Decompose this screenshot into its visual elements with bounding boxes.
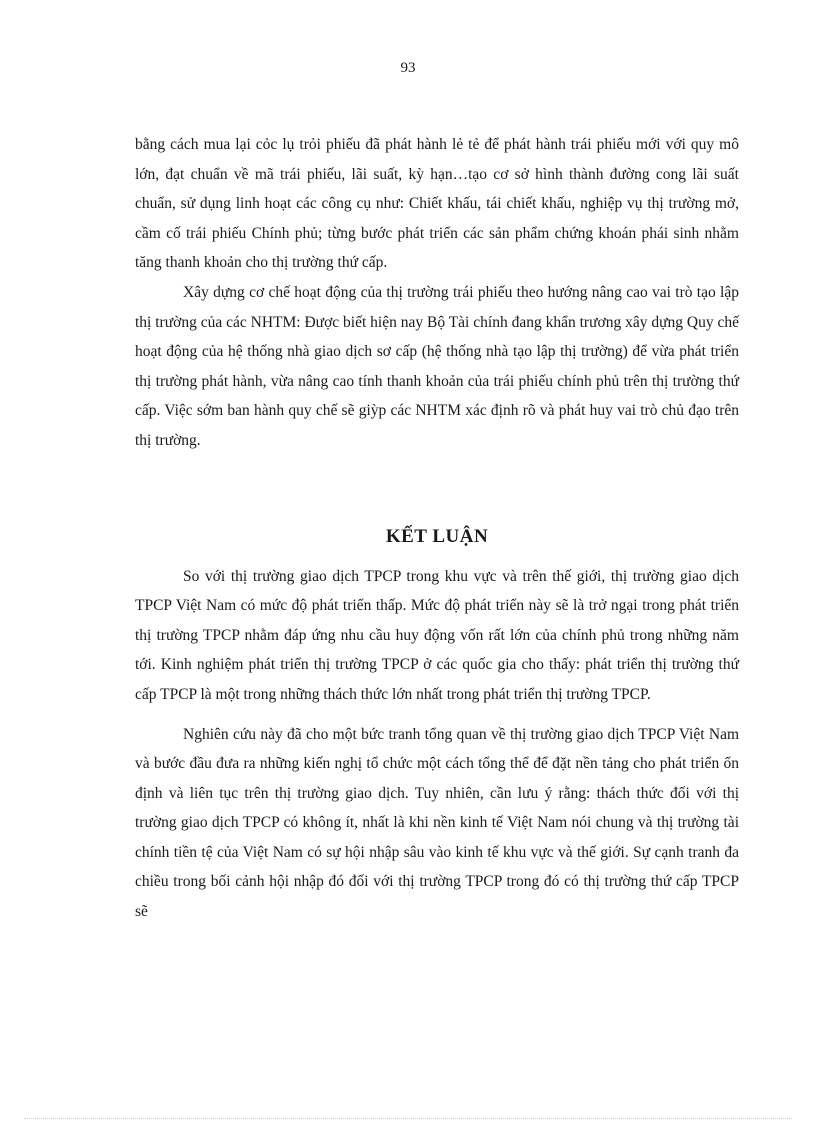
- document-body: [135, 130, 739, 927]
- body-paragraph-market-maker: Xây dựng cơ chế hoạt động của thị trường trái phiếu theo hướng nâng cao vai trò tạo lập thị trường của các NHTM: Được biết hiện nay Bộ Tài chính đang khẩn trương xây dựng Quy chế hoạt động của hệ thống nhà giao dịch sơ cấp (hệ thống nhà tạo lập thị trường) để vừa phát triển thị trường phát hành, vừa nâng cao tính thanh khoản của trái phiếu chính phủ trên thị trường thứ cấp. Việc sớm ban hành quy chế sẽ giỳp các NHTM xác định rõ và phát huy vai trò chủ đạo trên thị trường.: [135, 283, 739, 449]
- conclusion-heading: KẾT LUẬN: [385, 525, 489, 547]
- page-bottom-divider: [24, 1118, 792, 1119]
- conclusion-paragraph-2: Nghiên cứu này đã cho một bức tranh tổng quan về thị trường giao dịch TPCP Việt Nam và bước đầu đưa ra những kiến nghị tổ chức một cách tổng thể để đặt nền tảng cho phát triển ổn định và liên tục trên thị trường giao dịch. Tuy nhiên, cần lưu ý rằng: thách thức đối với thị trường giao dịch TPCP có không ít, nhất là khi nền kinh tế Việt Nam nói chung và thị trường tài chính tiền tệ của Việt Nam có sự hội nhập sâu vào kinh tế khu vực và thế giới. Sự cạnh tranh đa chiều trong bối cảnh hội nhập đó đối với thị trường TPCP trong đó có thị trường thứ cấp TPCP sẽ: [135, 725, 739, 921]
- page-number: 93: [400, 60, 416, 76]
- conclusion-paragraph-1: So với thị trường giao dịch TPCP trong khu vực và trên thế giới, thị trường giao dịch TPCP Việt Nam có mức độ phát triển thấp. Mức độ phát triển này sẽ là trở ngại trong phát triển thị trường TPCP nhằm đáp ứng nhu cầu huy động vốn rất lớn của chính phủ trong những năm tới. Kinh nghiệm phát triển thị trường TPCP ở các quốc gia cho thấy: phát triển thị trường thứ cấp TPCP là một trong những thách thức lớn nhất trong phát triển thị trường TPCP.: [135, 567, 739, 703]
- body-paragraph-continuation: bằng cách mua lại cỏc lụ trỏi phiếu đã phát hành lẻ tẻ để phát hành trái phiếu mới với quy mô lớn, đạt chuẩn về mã trái phiếu, lãi suất, kỳ hạn…tạo cơ sở hình thành đường cong lãi suất chuẩn, sử dụng linh hoạt các công cụ như: Chiết khấu, tái chiết khấu, nghiệp vụ thị trường mở, cầm cố trái phiếu Chính phủ; từng bước phát triển các sản phẩm chứng khoán phái sinh nhằm tăng thanh khoản cho thị trường thứ cấp.: [135, 136, 739, 272]
